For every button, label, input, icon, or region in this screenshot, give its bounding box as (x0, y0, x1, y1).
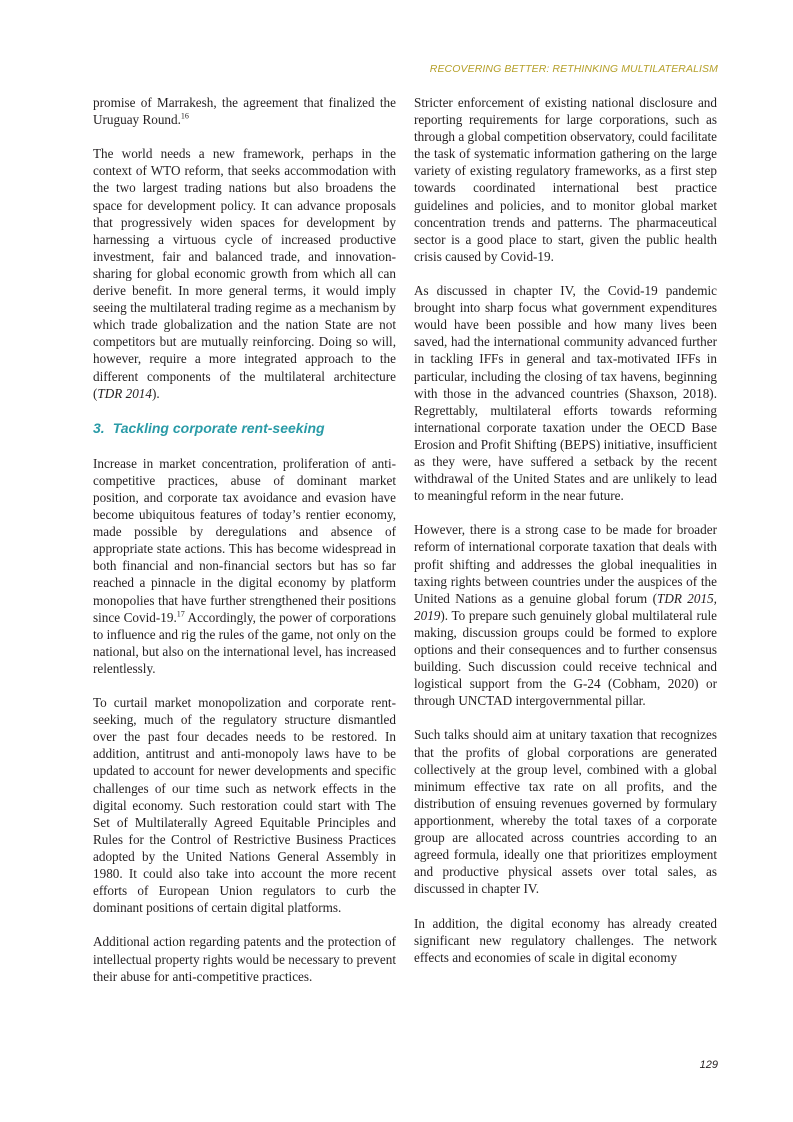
paragraph: Increase in market concentration, proliferation of anti-competitive practices, abuse of dominant market position, and corporate tax avoidance and evasion have become ubiquitous features of today’s rentier economy, made possible by deregulations and absence of appropriate state actions. This has become widespread in both financial and non-financial sectors but has so far reached a pinnacle in the digital economy by platform monopolies that have further strengthened their positions since Covid-19.17 Accordingly, the power of corporations to influence and rig the rules of the game, not only on the national, but also on the international level, has increased relentlessly. (93, 455, 396, 676)
paragraph: To curtail market monopolization and corporate rent-seeking, much of the regulatory structure dismantled over the past four decades needs to be restored. In addition, antitrust and anti-monopoly laws have to be updated to account for newer developments and specific challenges of our time such as network effects in the digital economy. Such restoration could start with The Set of Multilaterally Agreed Equitable Principles and Rules for the Control of Restrictive Business Practices adopted by the United Nations General Assembly in 1980. It could also take into account the more recent efforts of European Union regulators to curb the dominant positions of certain digital platforms. (93, 695, 396, 916)
running-header: RECOVERING BETTER: RETHINKING MULTILATERALISM (429, 63, 718, 75)
paragraph: The world needs a new framework, perhaps in the context of WTO reform, that seeks accommodation with the two largest trading nations but also broadens the space for development policy. It can advance proposals that progressively widen spaces for development by harnessing a virtuous cycle of increased productive investment, fair and balanced trade, and innovation-sharing for global economic growth from which all can derive benefit. In more general terms, it would imply seeing the multilateral trading regime as a mechanism by which trade globalization and the nation State are not competitors but are mutually reinforcing. Doing so will, however, require a more integrated approach to the different components of the multilateral architecture (TDR 2014). (93, 146, 396, 401)
paragraph: As discussed in chapter IV, the Covid-19 pandemic brought into sharp focus what government expenditures would have been possible and how many lives been saved, had the international community advanced further in tackling IFFs in general and tax-motivated IFFs in particular, including the closing of tax havens, beginning with those in the advanced countries (Shaxson, 2018). Regrettably, multilateral efforts towards reforming international corporate taxation under the OECD Base Erosion and Profit Shifting (BEPS) initiative, insufficient as they were, have suffered a setback by the recent withdrawal of the United States and are unlikely to lead to meaningful reform in the near future. (414, 283, 717, 504)
paragraph: Such talks should aim at unitary taxation that recognizes that the profits of global corporations are generated collectively at the group level, combined with a global minimum effective tax rate on all profits, and the distribution of ensuing revenues governed by formulary apportionment, whereby the total taxes of a corporate group are allocated across countries according to an agreed formula, ideally one that prioritizes employment and productive physical assets over total sales, as discussed in chapter IV. (414, 727, 717, 897)
footnote-ref[interactable]: 16 (180, 111, 189, 121)
report-citation: TDR 2014 (97, 385, 152, 401)
paragraph: promise of Marrakesh, the agreement that finalized the Uruguay Round.$^{16}$ (93, 95, 396, 128)
paragraph: However, there is a strong case to be made for broader reform of international corporate taxation that deals with profit shifting and addresses the global inequalities in taxing rights between countries under the auspices of the United Nations as a genuine global forum (TDR 2015, 2019). To prepare such genuinely global multilateral rule making, discussion groups could be formed to explore options and their consequences and to further consensus building. Such discussion could receive technical and logistical support from the G-24 (Cobham, 2020) or through UNCTAD intergovernmental pillar. (414, 522, 717, 709)
section-number: 3. (93, 419, 105, 436)
footnote-ref[interactable]: 17 (176, 609, 185, 619)
section-heading (93, 419, 396, 438)
paragraph: Stricter enforcement of existing national disclosure and reporting requirements for large corporations, such as through a global competition observatory, could facilitate the task of systematic information gathering on the large variety of existing regulatory frameworks, as a first step towards coordinated international best practice guidelines and policies, and to monitor global market concentration trends and patterns. The pharmaceutical sector is a good place to start, given the public health crisis caused by Covid-19. (414, 95, 717, 264)
paragraph: In addition, the digital economy has already created significant new regulatory challenges. The network effects and economies of scale in digital economy (414, 915, 717, 965)
left-column (93, 94, 396, 985)
page-number: 129 (699, 1059, 718, 1071)
section-title: Tackling corporate rent-seeking (112, 419, 325, 436)
paragraph: Additional action regarding patents and the protection of intellectual property rights would be necessary to prevent their abuse for anti-competitive practices. (93, 934, 396, 984)
right-column (414, 94, 717, 966)
report-citation: TDR 2015, 2019 (414, 590, 717, 623)
